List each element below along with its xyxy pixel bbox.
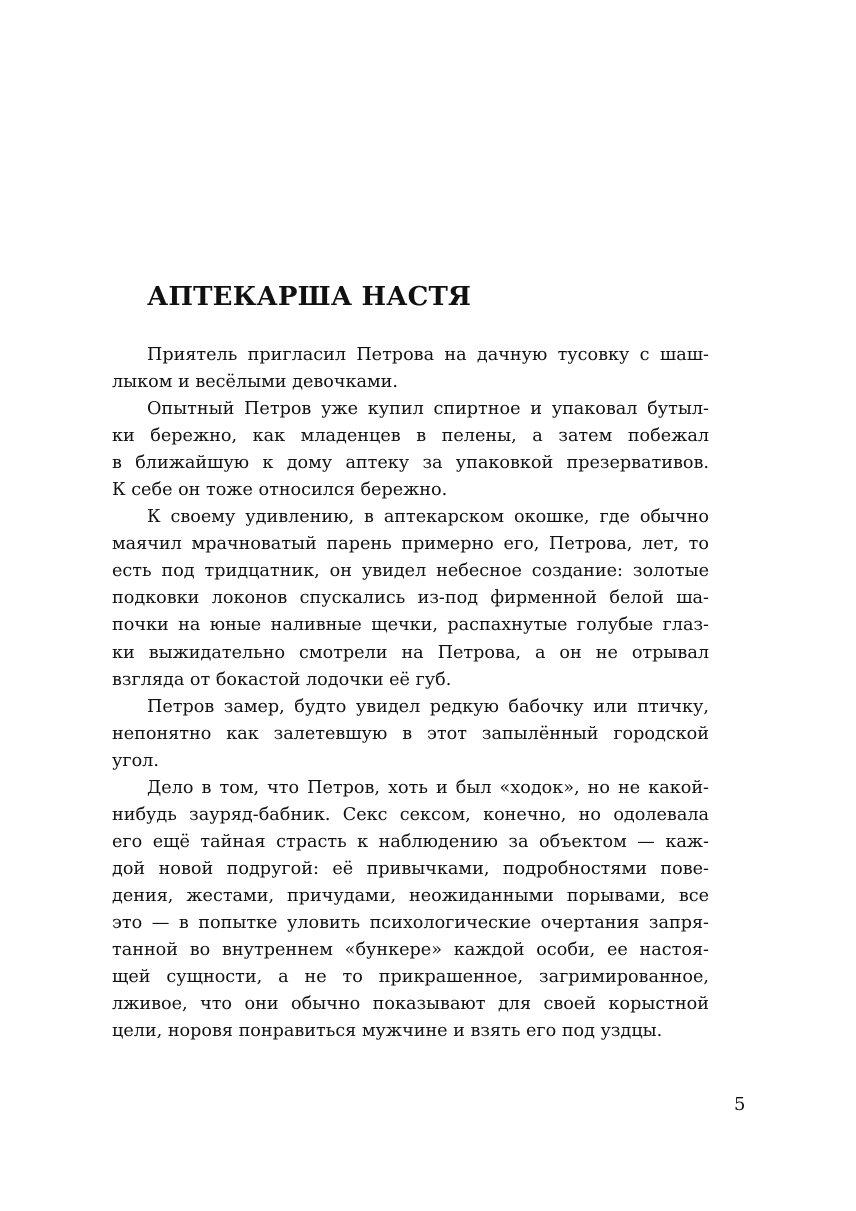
text-line: угол. [112, 750, 159, 771]
text-line: щей сущности, а не то прикрашенное, загримированное, [112, 967, 709, 988]
text-line: непонятно как залетевшую в этот запылённый городской [112, 723, 709, 744]
text-line: его ещё тайная страсть к наблюдению за объектом — каж- [112, 831, 709, 852]
text-line: в ближайшую к дому аптеку за упаковкой презервативов. [112, 453, 709, 474]
text-line: лживое, что они обычно показывают для своей корыстной [112, 994, 709, 1015]
text-line: взгляда от бокастой лодочки её губ. [112, 669, 452, 690]
text-line: цели, норовя понравиться мужчине и взять его под уздцы. [112, 1021, 663, 1042]
text-line: К своему удивлению, в аптекарском окошке, где обычно [147, 507, 709, 528]
text-line: нибудь зауряд-бабник. Секс сексом, конечно, но одолевала [112, 804, 709, 825]
text-line: танной во внутреннем «бункере» каждой особи, ее настоя- [112, 940, 709, 961]
chapter-title: АПТЕКАРША НАСТЯ [147, 282, 472, 312]
text-line: ки выжидательно смотрели на Петрова, а он не отрывал [112, 642, 709, 663]
body-text [112, 342, 709, 1045]
text-line: маячил мрачноватый парень примерно его, Петрова, лет, то [112, 534, 709, 555]
text-line: дения, жестами, причудами, неожиданными порывами, все [112, 885, 709, 906]
page-number: 5 [734, 1094, 746, 1115]
text-line: К себе он тоже относился бережно. [112, 480, 448, 501]
text-line: Приятель пригласил Петрова на дачную тусовку с шаш- [147, 345, 709, 365]
text-line: дой новой подругой: её привычками, подробностями пове- [112, 858, 709, 879]
text-line: ки бережно, как младенцев в пелены, а затем побежал [112, 426, 709, 447]
text-line: лыком и весёлыми девочками. [112, 372, 398, 393]
text-line: это — в попытке уловить психологические очертания запря- [112, 912, 709, 933]
text-line: Петров замер, будто увидел редкую бабочку или птичку, [147, 696, 709, 717]
text-line: подковки локонов спускались из-под фирменной белой ша- [112, 588, 709, 609]
text-line: почки на юные наливные щечки, распахнутые голубые глаз- [112, 615, 709, 636]
text-line: Опытный Петров уже купил спиртное и упаковал бутыл- [147, 399, 709, 420]
text-line: Дело в том, что Петров, хоть и был «ходок», но не какой- [147, 777, 709, 798]
text-line: есть под тридцатник, он увидел небесное создание: золотые [112, 561, 709, 582]
